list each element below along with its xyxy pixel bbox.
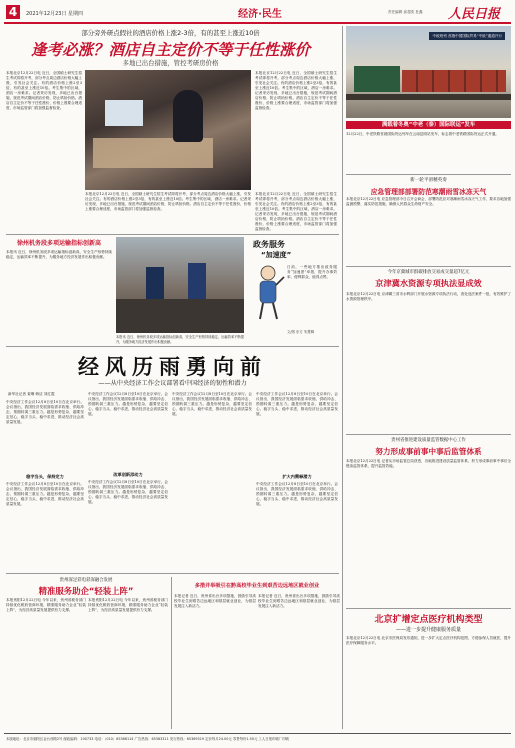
- bottom-mid-body-2: 本报记者 近日，贵州省出台多项措施，鼓励引导高校毕业生到艰苦边远地区和基层就业创业，为基层发展注入新活力。: [258, 594, 340, 608]
- bottom-mid-headline: 多措并举吸引在黔高校毕业生到艰苦边远地区就业创业: [194, 583, 320, 589]
- right-bottom-body: 本报北京12月22日电 北京市医保局发布通知，进一步扩大定点医疗机构范围，方便参保人员就医，提升医疗保障服务水平。: [346, 636, 511, 645]
- photo-train-engine: [354, 66, 400, 92]
- photo-person: [173, 90, 203, 142]
- feature-byline: 新华社记者 姜琳 韩洁 刘红霞: [8, 392, 55, 396]
- bottom-mid-vrule: [171, 577, 172, 729]
- feature-subhead: ——从中央经济工作会议部署看中国经济的韧性和潜力: [98, 380, 247, 387]
- bottom-left-body-1: 本报贵阳12月22日电 今年以来，贵州省税务部门持续优化税收营商环境，精准服务助力企业“轻装上阵”，为经济高质量发展提供有力支撑。: [6, 598, 86, 612]
- masthead-rule: [4, 22, 511, 24]
- cartoon-caption: 文/图 东方 朱慧卿: [287, 330, 315, 334]
- photo-desk: [93, 138, 213, 168]
- right-low-kicker: 贵州省推进建设质量监管数据中心工作: [391, 438, 466, 443]
- feature-body-col-3: 中央经济工作会议12月8日至10日在北京举行。会议指出，我国经济发展面临需求收缩、供给冲击、预期转弱三重压力。越是形势复杂，越要坚定信心，稳字当头、稳中求进，推动经济社会高质量发展。: [172, 392, 252, 416]
- feature-body-col-1: 中央经济工作会议12月8日至10日在北京举行。会议指出，我国经济发展面临需求收缩、供给冲击、预期转弱三重压力。越是形势复杂，越要坚定信心，稳字当头、稳中求进，推动经济社会高质量发展。: [6, 400, 84, 424]
- cartoon-drawing: [251, 263, 285, 323]
- cartoon-body: 日前，一些地方推出政务服务“加速度”举措，提升办事效率，便利群众，值得点赞。: [287, 265, 337, 279]
- feature-body-col-2b: 中央经济工作会议12月8日至10日在北京举行。会议指出，我国经济发展面临需求收缩、供给冲击、预期转弱三重压力。越是形势复杂，越要坚定信心，稳字当头、稳中求进，推动经济社会高质量发展。: [88, 480, 168, 504]
- lead-body-col-3: 本报北京12月22日电 近日，全国硕士研究生招生考试即将开考，部分考点周边酒店价格大幅上涨，引发社会关注。有的酒店价格上涨2至3倍，有的甚至上涨近10倍。考生集中的区域，酒店一房难求。记者采访发现，多地已出台措施，规范考试期间酒店价格，防止哄抬价格。酒店自主定价不等于任性涨价，价格上涨要合理适度，市场监管部门将加强监督检查。: [85, 192, 251, 211]
- right-column-vrule: [342, 26, 343, 729]
- lead-body-col-5: 本报北京12月22日电 近日，全国硕士研究生招生考试即将开考，部分考点周边酒店价格大幅上涨，引发社会关注。有的酒店价格上涨2至3倍，有的甚至上涨近10倍。考生集中的区域，酒店一房难求。记者采访发现，多地已出台措施，规范考试期间酒店价格，防止哄抬价格。酒店自主定价不等于任性涨价，价格上涨要合理适度，市场监管部门将加强监督检查。: [255, 192, 337, 231]
- lead-photo: [85, 70, 251, 190]
- right-div-1: [346, 174, 511, 175]
- cartoon-figure-icon: [251, 263, 285, 323]
- inset-photo: [116, 237, 244, 333]
- editor-line: 责任编辑 邱超奕 杜鑫: [388, 10, 423, 14]
- cartoon-subtitle: “加速度”: [261, 251, 292, 259]
- bottom-left-kicker: 贵州深足彩电彩深融合发展: [59, 578, 113, 583]
- feature-top-divider: [6, 346, 339, 347]
- lead-kicker: 部分旁外研点假社的酒店价格上涨2-3倍，有的甚至上涨近10倍: [81, 29, 260, 37]
- photo-train-cars: [402, 70, 506, 92]
- masthead: [0, 0, 515, 22]
- right-div-2: [346, 266, 511, 267]
- right-top-body: 12月22日，中老铁路首趟国际货运列车在云南昆明站发车，标志着中老铁路国际货运正式开通。: [346, 132, 499, 136]
- lead-body-col-1: 本报北京12月22日电 近日，全国硕士研究生招生考试即将开考，部分考点周边酒店价格大幅上涨，引发社会关注。有的酒店价格上涨2至3倍，有的甚至上涨近10倍。考生集中的区域，酒店一房难求。记者采访发现，多地已出台措施，规范考试期间酒店价格，防止哄抬价格。酒店自主定价不等于任性涨价，价格上涨要合理适度，市场监管部门将加强监督检查。: [6, 71, 82, 110]
- section-title: 经济·民生: [238, 9, 282, 20]
- feature-body-col-2: 中央经济工作会议12月8日至10日在北京举行。会议指出，我国经济发展面临需求收缩、供给冲击、预期转弱三重压力。越是形势复杂，越要坚定信心，稳字当头、稳中求进，推动经济社会高质量发展。: [88, 392, 168, 416]
- cartoon-box: [247, 237, 339, 345]
- lead-divider: [6, 234, 339, 235]
- bottom-divider: [6, 573, 339, 574]
- feature-body-col-1b: 中央经济工作会议12月8日至10日在北京举行。会议指出，我国经济发展面临需求收缩、供给冲击、预期转弱三重压力。越是形势复杂，越要坚定信心，稳字当头、稳中求进，推动经济社会高质量发展。: [6, 482, 84, 506]
- inset-photo-caption: 本报讯 近日，徐州机务段多项运输指标创新高，安全生产形势持续稳定，运输效率不断提升，为服务地方经济发展作出积极贡献。: [116, 335, 244, 344]
- feature-section-1: 稳字当头，保持定力: [26, 474, 64, 479]
- right-mid-headline: 应急管理部部署防范寒潮雨雪冰冻天气: [370, 188, 487, 196]
- feature-section-2: 改革创新添动力: [113, 472, 143, 477]
- right-jing-kicker: 今年京冀城市群碳排放交易成交量超7亿元: [387, 270, 470, 275]
- lead-body-col-4: 本报北京12月22日电 近日，全国硕士研究生招生考试即将开考，部分考点周边酒店价格大幅上涨，引发社会关注。有的酒店价格上涨2至3倍，有的甚至上涨近10倍。考生集中的区域，酒店一房难求。记者采访发现，多地已出台措施，规范考试期间酒店价格，防止哄抬价格。酒店自主定价不等于任性涨价，价格上涨要合理适度，市场监管部门将加强监督检查。: [255, 71, 337, 110]
- issue-date: 2021年12月23日 星期四: [26, 11, 84, 17]
- photo-screen: [105, 100, 143, 126]
- cartoon-title: 政务服务: [253, 240, 285, 249]
- right-bottom-subhead: ——进一步提升健康服务质量: [395, 627, 461, 633]
- footer-rule: [4, 733, 511, 734]
- feature-headline: 经风历雨勇向前: [78, 355, 267, 379]
- right-top-headline: 满载着冬奥“中老（泰）国际联运”发车: [346, 121, 511, 129]
- right-div-4: [346, 608, 511, 609]
- inset-headline: 徐州机务段多项运输指标创新高: [16, 240, 101, 247]
- right-top-photo-caption: 中欧班列 首趟中国国际贸易“中欧”通道开行: [429, 32, 505, 40]
- inset-body: 本报讯 近日，徐州机务段多项运输指标创新高，安全生产形势持续稳定，运输效率不断提升，为服务地方经济发展作出积极贡献。: [6, 250, 112, 259]
- lead-headline: 逢考必涨？酒店自主定价不等于任性涨价: [30, 41, 310, 59]
- feature-body-col-4: 中央经济工作会议12月8日至10日在北京举行。会议指出，我国经济发展面临需求收缩、供给冲击、预期转弱三重压力。越是形势复杂，越要坚定信心，稳字当头、稳中求进，推动经济社会高质量发展。: [256, 392, 338, 416]
- bottom-mid-body-1: 本报记者 近日，贵州省出台多项措施，鼓励引导高校毕业生到艰苦边远地区和基层就业创业，为基层发展注入新活力。: [174, 594, 256, 608]
- right-low-body: 本报北京12月22日电 记者从市场监管总局获悉，各地推进建设质量监管体系，努力形成事前事中事后全链条监管体系，提升监管效能。: [346, 459, 511, 468]
- right-jing-headline: 京津冀水资源专项执法显成效: [375, 278, 482, 288]
- page-number-box: 4: [6, 5, 20, 19]
- bottom-left-headline: 精准服务助企“轻装上阵”: [38, 586, 134, 596]
- photo-machine: [116, 299, 244, 333]
- right-bottom-headline: 北京扩增定点医疗机构类型: [374, 615, 483, 625]
- paper-name-logo: 人民日报: [448, 7, 501, 22]
- right-low-headline: 努力形成事前事中事后监管体系: [375, 447, 482, 456]
- feature-section-3: 扩大内需释潜力: [282, 474, 312, 479]
- right-jing-body: 本报北京12月22日电 京津冀三省市水利部门开展水资源专项执法行动，查处违法案件一批，有效维护了水资源管理秩序。: [346, 292, 511, 301]
- right-top-photo: [346, 26, 511, 118]
- right-mid-kicker: 新一轮平滑精英奏: [410, 178, 447, 183]
- right-mid-body: 本报北京12月22日电 应急管理部今日召开会商会，部署防范应对寒潮雨雪冰冻天气工作，要求各地加强监测预警，落实防范措施，确保人民群众生命财产安全。: [346, 197, 511, 206]
- right-div-3: [346, 434, 511, 435]
- feature-body-col-4b: 中央经济工作会议12月8日至10日在北京举行。会议指出，我国经济发展面临需求收缩、供给冲击、预期转弱三重压力。越是形势复杂，越要坚定信心，稳字当头、稳中求进，推动经济社会高质量发展。: [256, 482, 338, 506]
- footer-text: 本版地址：北京市朝阳区金台西路2号 邮政编码：100733 电话：（010）65368114 广告热线：65363311 发行热线：65369319 定价每月24.00元 零售每份1.50元 工人日报印刷厂印刷: [6, 737, 289, 741]
- bottom-left-body-2: 本报贵阳12月22日电 今年以来，贵州省税务部门持续优化税收营商环境，精准服务助力企业“轻装上阵”，为经济高质量发展提供有力支撑。: [88, 598, 168, 612]
- lead-subhead: 多地已出台措施，管控考研房价格: [122, 59, 219, 67]
- photo-track: [346, 94, 511, 100]
